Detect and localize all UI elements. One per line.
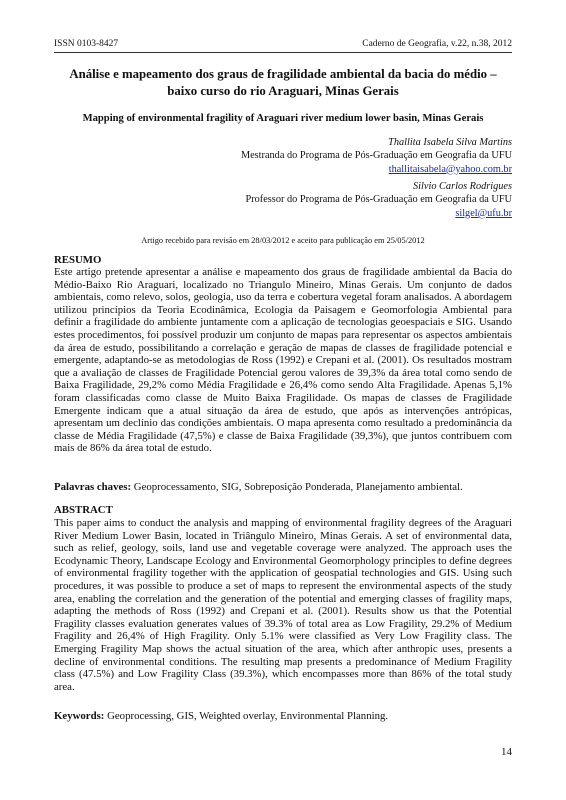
received-accepted-note: Artigo recebido para revisão em 28/03/2012 e aceito para publicação em 25/05/2012 — [141, 236, 425, 245]
keywords-text: Geoprocessing, GIS, Weighted overlay, Environmental Planning. — [107, 710, 389, 722]
author-name: Thallita Isabela Silva Martins — [388, 137, 512, 148]
author-email-link[interactable]: silgel@ufu.br — [455, 207, 512, 219]
author-affiliation: Professor do Programa de Pós-Graduação em Geografia da UFU — [245, 194, 512, 206]
keywords-label: Keywords: — [54, 710, 105, 722]
keywords — [54, 710, 512, 723]
author-name: Silvio Carlos Rodrigues — [413, 181, 512, 192]
palavras-chaves — [54, 481, 512, 494]
author-block-1 — [241, 136, 512, 176]
article-title: Análise e mapeamento dos graus de fragilidade ambiental da bacia do médio – baixo curso do rio Araguari, Minas Gerais — [69, 67, 497, 98]
author-affiliation: Mestranda do Programa de Pós-Graduação em Geografia da UFU — [240, 150, 512, 162]
resumo-body: Este artigo pretende apresentar a análise e mapeamento dos graus de fragilidade ambiental da Bacia do Médio-Baixo Rio Araguari, localizado no Triangulo Mineiro, Minas Gerais. Um conjunto de dados ambientais, como relevo, solos, geologia, uso da terra e cobertura vegetal foram analisados. A abordagem utilizou princípios da Teoria Ecodinâmica, Ecologia da Paisagem e Geomorfologia Ambiental para definir a fragilidade do ambiente juntamente com a aplicação de tecnologias geoespaciais e SIG. Usando estes procedimentos, foi possível produzir um conjunto de mapas para representar os aspectos ambientais da área de estudo, possibilitando a correlação e geração de mapas de classes de fragilidade potencial e emergente, adaptando-se as metodologias de Ross (1992) e Crepani et al. (2001). Os resultados mostram que a avaliação de classes de Fragilidade Potencial gerou valores de 39,3% da área total como sendo de Baixa Fragilidade, 29,2% como Média Fragilidade e 26,4% como sendo Alta Fragilidade. Apenas 5,1% foram classificadas como classe de Muito Baixa Fragilidade. Os mapas de classes de Fragilidade Emergente indicam que a atual situação da área de estudo, que após as intervenções antrópicas, apresentam um declínio das condições ambientais. O mapa apresenta como resultado a predominância da classe de Média Fragilidade (47,5%) e classe de Baixa Fragilidade (39,3%), que juntos contribuem com mais de 86% da área total de estudo. — [54, 266, 512, 455]
author-email-link[interactable]: thallitaisabela@yahoo.com.br — [388, 163, 512, 175]
abstract-heading: ABSTRACT — [54, 504, 113, 516]
running-header — [54, 38, 512, 53]
palavras-chaves-text: Geoprocessamento, SIG, Sobreposição Ponderada, Planejamento ambiental. — [133, 481, 463, 493]
palavras-chaves-label: Palavras chaves: — [54, 481, 132, 493]
resumo-heading: RESUMO — [54, 254, 102, 266]
journal-citation: Caderno de Geografia, v.22, n.38, 2012 — [362, 39, 512, 49]
issn-label: ISSN 0103-8427 — [54, 39, 119, 49]
article-subtitle-english: Mapping of environmental fragility of Araguari river medium lower basin, Minas Gerais — [82, 113, 484, 124]
author-block-2 — [246, 180, 513, 220]
page-number: 14 — [501, 746, 512, 758]
abstract-body: This paper aims to conduct the analysis and mapping of environmental fragility degrees of the Araguari River Medium Lower Basin, located in Triângulo Mineiro, Minas Gerais. A set of environmental data, such as relief, geology, soils, land use and vegetable coverage were analyzed. The approach uses the Ecodynamic Theory, Landscape Ecology and Environmental Geomorphology principles to define degrees of environmental fragility together with the application of geospatial technologies and GIS. Using such procedures, it was possible to produce a set of maps to represent the environmental aspects of the study area, enabling the correlation and the generation of the potential and emerging classes of fragility maps, adapting the methods of Ross (1992) and Crepani et al. (2001). Results show us that the Potential Fragility classes evaluation generates values of 39.3% of total area as Low Fragility, 29.2% of Medium Fragility and 26,4% of High Fragility. Only 5.1% were classified as Very Low Fragility class. The Emerging Fragility Map shows the actual situation of the area, which after anthropic uses, presents a decline of environmental conditions. The resulting map presents a predominance of Medium Fragility class (47.5%) and Low Fragility Class (39.3%), which encompasses more than 86% of the total study area. — [54, 517, 512, 693]
